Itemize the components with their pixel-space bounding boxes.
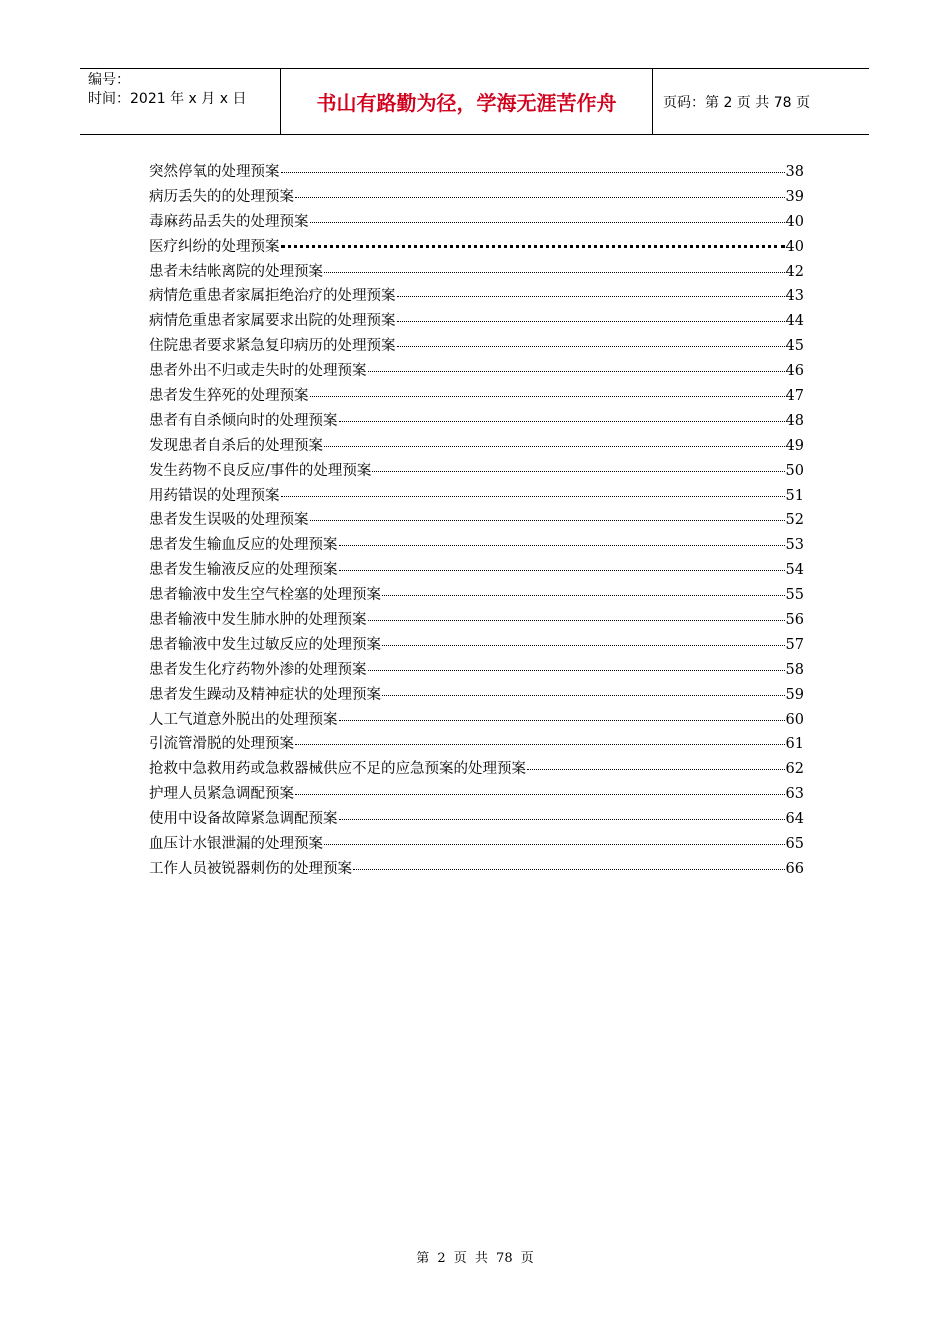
toc-entry-page: 43 bbox=[785, 288, 804, 305]
toc-entry-page: 57 bbox=[785, 636, 804, 653]
toc-entry-title: 血压计水银泄漏的处理预案 bbox=[149, 836, 323, 853]
toc-entry[interactable] bbox=[149, 683, 804, 708]
toc-entry-page: 58 bbox=[785, 661, 804, 678]
toc-entry-title: 病历丢失的的处理预案 bbox=[149, 188, 294, 205]
toc-entry[interactable] bbox=[149, 384, 804, 409]
toc-leader-dots bbox=[295, 744, 785, 745]
toc-entry-page: 39 bbox=[785, 188, 804, 205]
toc-entry-title: 发现患者自杀后的处理预案 bbox=[149, 437, 323, 454]
toc-entry-title: 发生药物不良反应/事件的处理预案 bbox=[149, 462, 372, 479]
toc-leader-dots bbox=[368, 620, 785, 621]
toc-leader-dots bbox=[382, 645, 785, 646]
toc-leader-dots bbox=[281, 172, 785, 173]
toc-entry-title: 患者外出不归或走失时的处理预案 bbox=[149, 363, 367, 380]
toc-entry[interactable] bbox=[149, 857, 804, 882]
toc-entry-page: 50 bbox=[785, 462, 804, 479]
toc-leader-dots bbox=[368, 670, 785, 671]
document-number-label: 编号： bbox=[88, 72, 130, 88]
toc-entry-title: 抢救中急救用药或急救器械供应不足的应急预案的处理预案 bbox=[149, 761, 526, 778]
toc-entry-title: 工作人员被锐器刺伤的处理预案 bbox=[149, 860, 352, 877]
toc-entry[interactable] bbox=[149, 210, 804, 235]
toc-entry-page: 61 bbox=[785, 736, 804, 753]
toc-leader-dots bbox=[397, 296, 785, 297]
toc-leader-dots bbox=[397, 321, 785, 322]
toc-entry-title: 患者输液中发生肺水肿的处理预案 bbox=[149, 612, 367, 629]
toc-entry[interactable] bbox=[149, 583, 804, 608]
header-motto: 书山有路勤为径，学海无涯苦作舟 bbox=[281, 69, 653, 134]
toc-entry-page: 59 bbox=[785, 686, 804, 703]
toc-leader-dots bbox=[310, 520, 785, 521]
toc-leader-dots bbox=[324, 272, 785, 273]
toc-leader-dots bbox=[310, 396, 785, 397]
toc-entry[interactable] bbox=[149, 533, 804, 558]
toc-entry[interactable] bbox=[149, 260, 804, 285]
toc-entry[interactable] bbox=[149, 608, 804, 633]
toc-entry[interactable] bbox=[149, 732, 804, 757]
toc-leader-dots bbox=[372, 471, 784, 472]
toc-entry[interactable] bbox=[149, 185, 804, 210]
toc-leader-dots bbox=[382, 695, 785, 696]
toc-entry-page: 53 bbox=[785, 537, 804, 554]
toc-entry[interactable] bbox=[149, 658, 804, 683]
toc-entry-page: 45 bbox=[785, 338, 804, 355]
toc-entry-title: 引流管滑脱的处理预案 bbox=[149, 736, 294, 753]
toc-entry[interactable] bbox=[149, 309, 804, 334]
toc-leader-dots bbox=[382, 595, 785, 596]
toc-entry[interactable] bbox=[149, 334, 804, 359]
toc-leader-dots bbox=[397, 346, 785, 347]
toc-entry-page: 52 bbox=[785, 512, 804, 529]
document-date: 时间：2021 年 x 月 x 日 bbox=[88, 91, 247, 107]
toc-entry-page: 62 bbox=[785, 761, 804, 778]
toc-entry-page: 38 bbox=[785, 164, 804, 180]
toc-entry-title: 患者输液中发生过敏反应的处理预案 bbox=[149, 636, 381, 653]
toc-entry-title: 患者发生躁动及精神症状的处理预案 bbox=[149, 686, 381, 703]
toc-entry-page: 40 bbox=[785, 213, 804, 230]
header-page-number: 页码：第 2 页 共 78 页 bbox=[663, 94, 810, 111]
page-footer: 第 2 页 共 78 页 bbox=[416, 1251, 534, 1266]
toc-entry-page: 40 bbox=[785, 238, 804, 255]
toc-entry-title: 患者发生化疗药物外渗的处理预案 bbox=[149, 661, 367, 678]
toc-entry-title: 住院患者要求紧急复印病历的处理预案 bbox=[149, 338, 396, 355]
toc-entry-title: 病情危重患者家属要求出院的处理预案 bbox=[149, 313, 396, 330]
toc-leader-dots bbox=[339, 819, 785, 820]
toc-entry-title: 患者发生误吸的处理预案 bbox=[149, 512, 309, 529]
toc-entry-title: 患者未结帐离院的处理预案 bbox=[149, 263, 323, 280]
toc-entry-title: 毒麻药品丢失的处理预案 bbox=[149, 213, 309, 230]
toc-entry[interactable] bbox=[149, 757, 804, 782]
toc-entry-title: 患者发生输液反应的处理预案 bbox=[149, 562, 338, 579]
toc-leader-dots bbox=[339, 421, 785, 422]
toc-leader-dots bbox=[339, 570, 785, 571]
toc-entry[interactable] bbox=[149, 508, 804, 533]
toc-leader-dots bbox=[281, 245, 785, 248]
toc-leader-dots bbox=[368, 371, 785, 372]
toc-leader-dots bbox=[339, 720, 785, 721]
toc-entry-page: 64 bbox=[785, 811, 804, 828]
toc-leader-dots bbox=[339, 545, 785, 546]
header-meta bbox=[80, 69, 281, 134]
toc-entry-title: 患者发生猝死的处理预案 bbox=[149, 388, 309, 405]
toc-entry-title: 患者有自杀倾向时的处理预案 bbox=[149, 412, 338, 429]
toc-entry-page: 47 bbox=[785, 388, 804, 405]
toc-entry[interactable] bbox=[149, 160, 804, 185]
toc-entry-page: 60 bbox=[785, 711, 804, 728]
toc-leader-dots bbox=[295, 794, 785, 795]
toc-entry-page: 48 bbox=[785, 412, 804, 429]
toc-leader-dots bbox=[527, 769, 785, 770]
toc-entry-title: 突然停氧的处理预案 bbox=[149, 164, 280, 180]
toc-entry-title: 患者发生输血反应的处理预案 bbox=[149, 537, 338, 554]
toc-entry-title: 病情危重患者家属拒绝治疗的处理预案 bbox=[149, 288, 396, 305]
toc-entry-page: 51 bbox=[785, 487, 804, 504]
toc-leader-dots bbox=[310, 222, 785, 223]
toc-entry-page: 63 bbox=[785, 786, 804, 803]
toc-entry-title: 护理人员紧急调配预案 bbox=[149, 786, 294, 803]
toc-leader-dots bbox=[295, 197, 785, 198]
toc-entry-title: 医疗纠纷的处理预案 bbox=[149, 238, 280, 255]
toc-entry[interactable] bbox=[149, 633, 804, 658]
toc-entry[interactable] bbox=[149, 409, 804, 434]
toc-entry-page: 49 bbox=[785, 437, 804, 454]
toc-entry[interactable] bbox=[149, 782, 804, 807]
toc-entry-title: 用药错误的处理预案 bbox=[149, 487, 280, 504]
toc-entry-title: 人工气道意外脱出的处理预案 bbox=[149, 711, 338, 728]
toc-entry-page: 42 bbox=[785, 263, 804, 280]
toc-leader-dots bbox=[324, 844, 785, 845]
toc-entry-title: 使用中设备故障紧急调配预案 bbox=[149, 811, 338, 828]
toc-entry[interactable] bbox=[149, 484, 804, 509]
toc-entry-title: 患者输液中发生空气栓塞的处理预案 bbox=[149, 587, 381, 604]
toc-entry-page: 54 bbox=[785, 562, 804, 579]
toc-leader-dots bbox=[281, 496, 785, 497]
toc-entry[interactable] bbox=[149, 284, 804, 309]
toc-entry[interactable] bbox=[149, 558, 804, 583]
toc-leader-dots bbox=[353, 869, 785, 870]
table-of-contents bbox=[149, 160, 804, 882]
toc-entry[interactable] bbox=[149, 459, 804, 484]
toc-entry-page: 56 bbox=[785, 612, 804, 629]
toc-entry[interactable] bbox=[149, 434, 804, 459]
toc-entry-page: 55 bbox=[785, 587, 804, 604]
toc-entry-page: 44 bbox=[785, 313, 804, 330]
toc-entry[interactable] bbox=[149, 359, 804, 384]
toc-entry-page: 46 bbox=[785, 363, 804, 380]
toc-entry[interactable] bbox=[149, 235, 804, 260]
toc-entry-page: 66 bbox=[785, 860, 804, 877]
toc-entry[interactable] bbox=[149, 807, 804, 832]
toc-leader-dots bbox=[324, 446, 785, 447]
toc-entry[interactable] bbox=[149, 832, 804, 857]
toc-entry-page: 65 bbox=[785, 836, 804, 853]
page-header bbox=[80, 68, 869, 135]
toc-entry[interactable] bbox=[149, 708, 804, 733]
